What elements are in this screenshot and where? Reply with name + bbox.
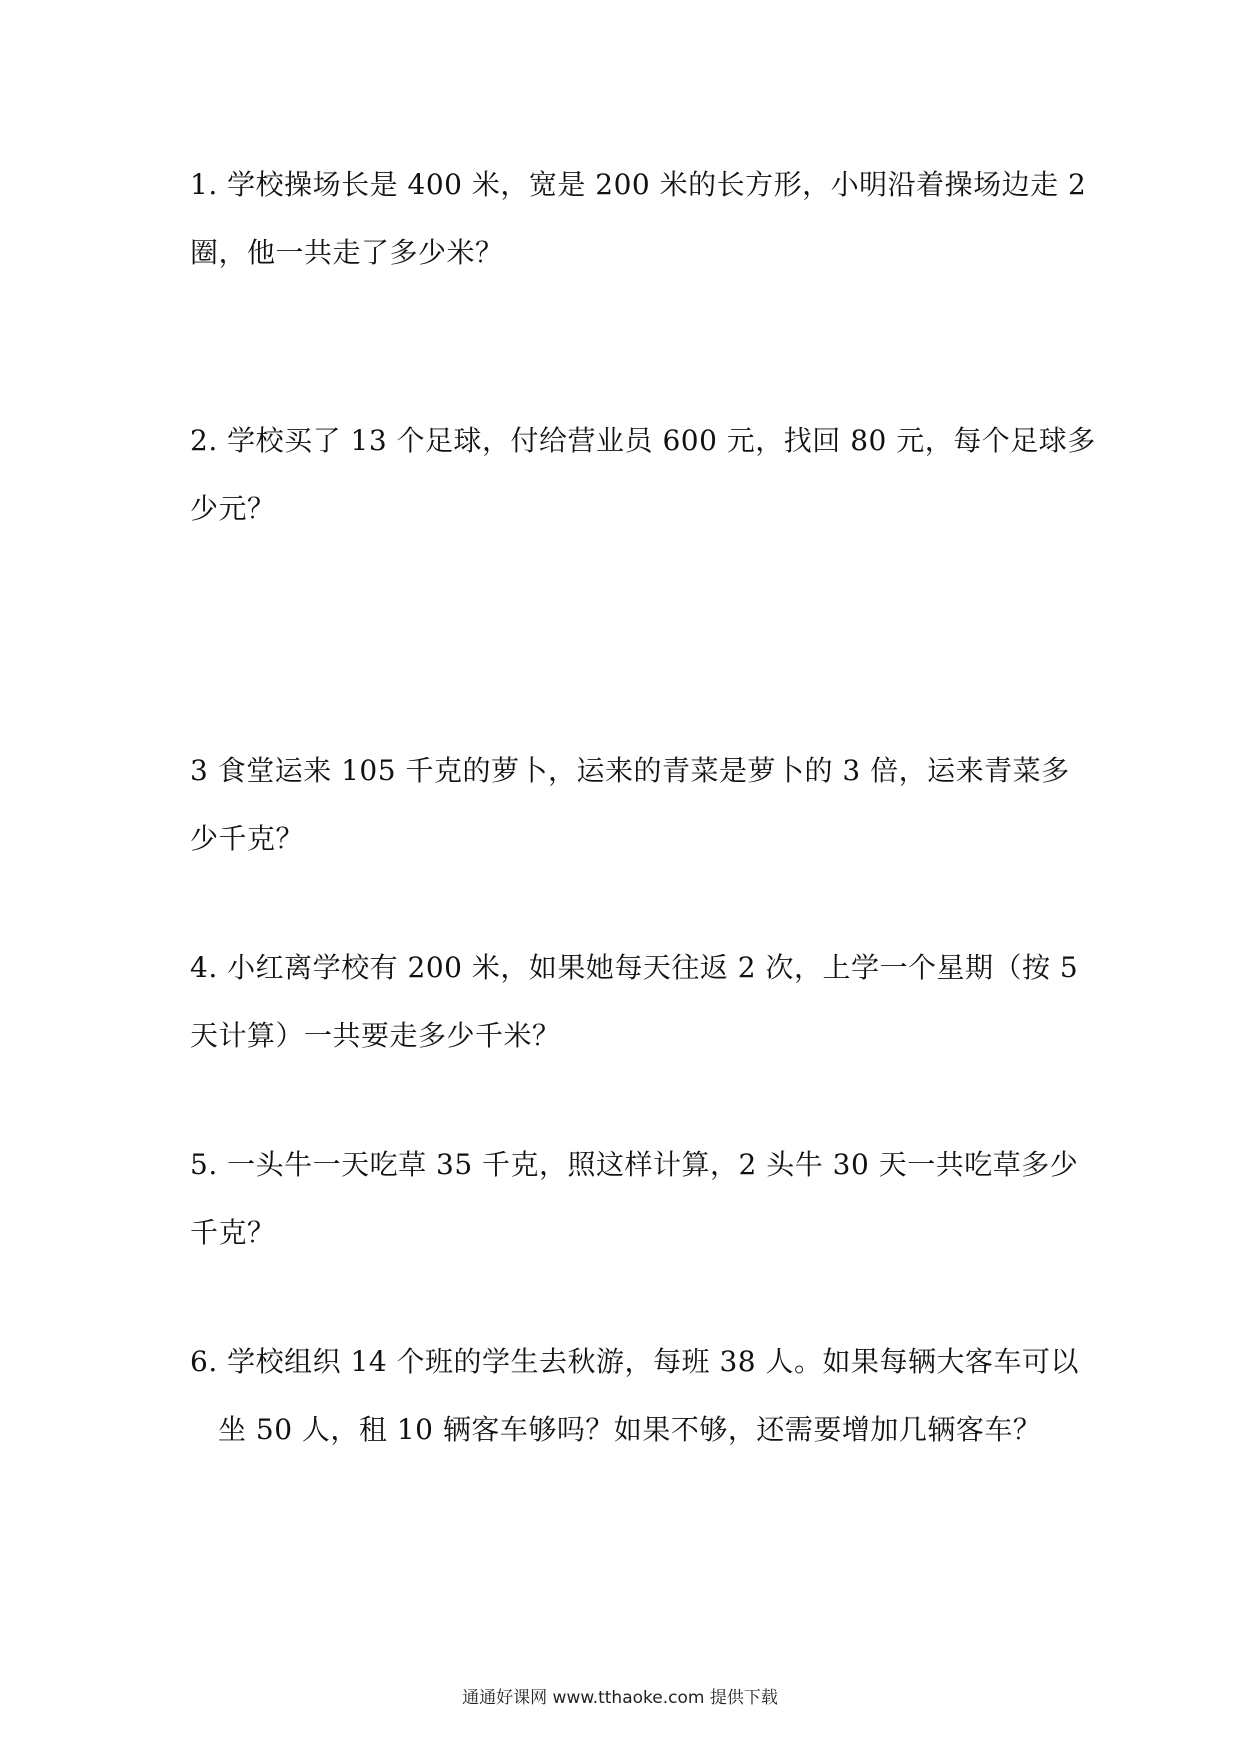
footer-download-credit: 通通好课网 www.tthaoke.com 提供下载	[462, 1688, 778, 1708]
problem-4-line-2: 天计算）一共要走多少千米？	[190, 1019, 561, 1052]
problem-5-line-1: 5. 一头牛一天吃草 35 千克，照这样计算，2 头牛 30 天一共吃草多少	[190, 1148, 1079, 1181]
problem-5-line-2: 千克？	[190, 1216, 276, 1249]
problem-6-line-1: 6. 学校组织 14 个班的学生去秋游，每班 38 人。如果每辆大客车可以	[190, 1345, 1079, 1378]
problem-1-line-2: 圈，他一共走了多少米？	[190, 236, 504, 269]
problem-2-line-1: 2. 学校买了 13 个足球，付给营业员 600 元，找回 80 元，每个足球多	[190, 424, 1096, 457]
problem-3-line-1: 3 食堂运来 105 千克的萝卜，运来的青菜是萝卜的 3 倍，运来青菜多	[190, 754, 1070, 787]
problem-1-line-1: 1. 学校操场长是 400 米，宽是 200 米的长方形，小明沿着操场边走 2	[190, 168, 1087, 201]
problem-2-line-2: 少元？	[190, 492, 276, 525]
problem-4-line-1: 4. 小红离学校有 200 米，如果她每天往返 2 次，上学一个星期（按 5	[190, 951, 1079, 984]
problem-3-line-2: 少千克？	[190, 822, 305, 855]
problem-6-line-2: 坐 50 人，租 10 辆客车够吗？如果不够，还需要增加几辆客车？	[218, 1413, 1042, 1446]
